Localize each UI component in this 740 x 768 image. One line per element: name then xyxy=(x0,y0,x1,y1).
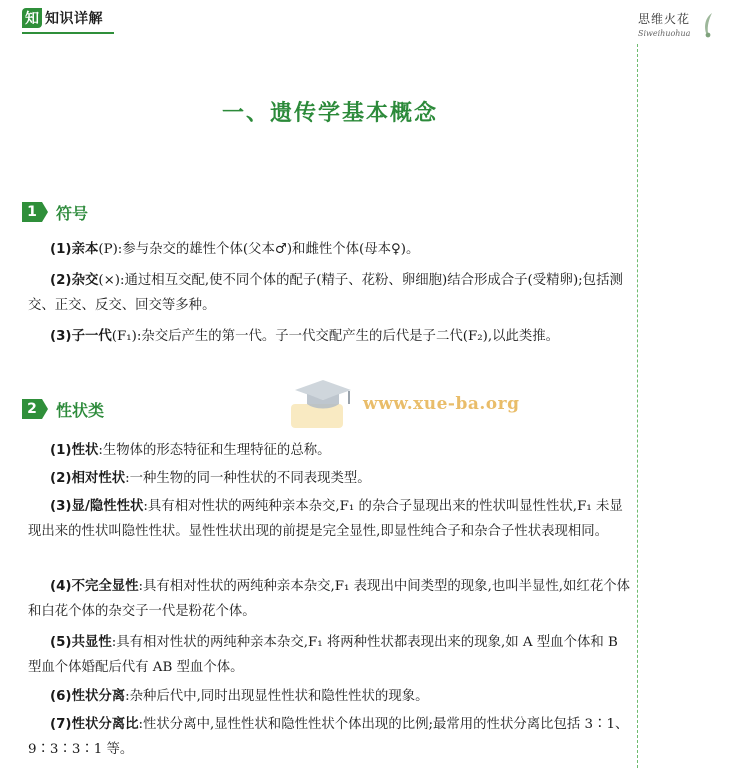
section-number-badge xyxy=(22,399,42,419)
definition-item xyxy=(28,684,630,709)
item-number: (4) xyxy=(50,579,72,594)
item-term: 性状 xyxy=(71,443,99,458)
item-term: 不完全显性 xyxy=(71,579,139,594)
definition-item xyxy=(28,494,630,544)
item-term: 性状分离比 xyxy=(71,717,139,732)
section-title: 符号 xyxy=(56,203,89,223)
badge-glyph: 知 xyxy=(25,11,39,27)
item-number: (1) xyxy=(50,242,72,257)
item-term: 子一代 xyxy=(71,329,112,344)
item-body: (×):通过相互交配,使不同个体的配子(精子、花粉、卵细胞)结合形成合子(受精卵);包括测交、正交、反交、回交等多种。 xyxy=(28,273,623,313)
item-number: (3) xyxy=(50,329,72,344)
item-number: (5) xyxy=(50,635,72,650)
item-body: :性状分离中,显性性状和隐性性状个体出现的比例;最常用的性状分离比包括 3∶1、9∶3∶3∶1 等。 xyxy=(28,717,629,757)
section-badge xyxy=(22,6,114,30)
section-header xyxy=(22,398,104,420)
definition-item xyxy=(28,712,630,762)
brand-mark xyxy=(638,10,716,38)
item-number: (6) xyxy=(50,689,72,704)
item-number: (7) xyxy=(50,717,72,732)
margin-divider xyxy=(637,44,638,768)
item-body: :具有相对性状的两纯种亲本杂交,F₁ 将两种性状都表现出来的现象,如 A 型血个体和 B 型血个体婚配后代有 AB 型血个体。 xyxy=(28,635,618,675)
section-title: 性状类 xyxy=(56,400,105,420)
badge-logo-icon xyxy=(22,8,42,28)
item-body: :生物体的形态特征和生理特征的总称。 xyxy=(98,443,331,458)
item-body: (F₁):杂交后产生的第一代。子一代交配产生的后代是子二代(F₂),以此类推。 xyxy=(111,329,560,344)
item-term: 相对性状 xyxy=(71,471,126,486)
item-term: 显/隐性性状 xyxy=(71,499,144,514)
brand-en: Siweihuohua xyxy=(638,29,691,38)
chapter-title: 一、遗传学基本概念 xyxy=(221,101,438,126)
definition-item xyxy=(28,574,630,624)
item-number: (1) xyxy=(50,443,72,458)
section-number-badge xyxy=(22,202,42,222)
item-number: (2) xyxy=(50,471,72,486)
item-body: :一种生物的同一种性状的不同表现类型。 xyxy=(125,471,371,486)
item-body: :具有相对性状的两纯种亲本杂交,F₁ 的杂合子显现出来的性状叫显性性状,F₁ 未显现出来的性状叫隐性性状。显性性状出现的前提是完全显性,即显性纯合子和杂合子性状表现相同。 xyxy=(28,499,623,539)
graduation-cap-icon xyxy=(285,374,359,434)
definition-item xyxy=(28,466,630,491)
item-term: 杂交 xyxy=(71,273,99,288)
item-term: 亲本 xyxy=(71,242,99,257)
definition-item xyxy=(28,630,630,680)
section-header xyxy=(22,201,88,223)
item-number: (2) xyxy=(50,273,72,288)
item-term: 性状分离 xyxy=(71,689,126,704)
item-term: 共显性 xyxy=(71,635,112,650)
item-number: (3) xyxy=(50,499,72,514)
item-body: :具有相对性状的两纯种亲本杂交,F₁ 表现出中间类型的现象,也叫半显性,如红花个体和白花个体的杂交子一代是粉花个体。 xyxy=(28,579,630,619)
watermark xyxy=(285,374,535,434)
badge-text: 知识详解 xyxy=(45,11,103,27)
item-body: :杂种后代中,同时出现显性性状和隐性性状的现象。 xyxy=(125,689,429,704)
definition-item xyxy=(28,268,630,318)
definition-item xyxy=(28,237,630,262)
brand-cn: 思维火花 xyxy=(638,12,691,26)
section-number: 1 xyxy=(27,204,37,220)
item-body: (P):参与杂交的雄性个体(父本♂)和雌性个体(母本♀)。 xyxy=(98,242,420,257)
section-number: 2 xyxy=(27,401,37,417)
definition-item xyxy=(28,438,630,463)
definition-item xyxy=(28,324,630,349)
quill-icon xyxy=(700,12,716,38)
watermark-text: www.xue-ba.org xyxy=(363,394,520,414)
header-underline xyxy=(22,32,114,34)
